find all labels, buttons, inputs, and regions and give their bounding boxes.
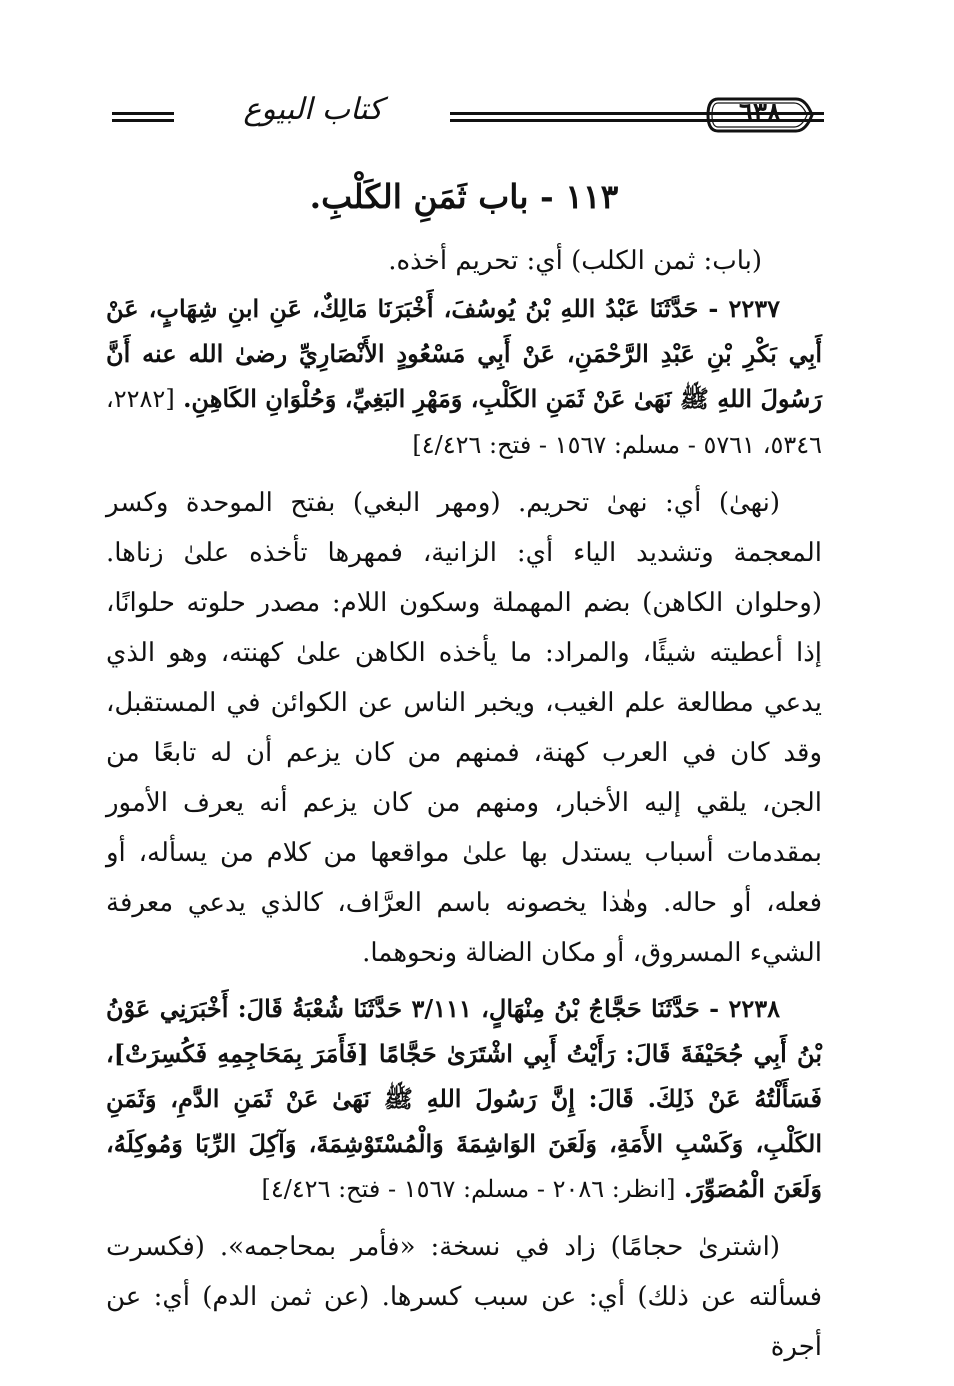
hadith-2238-reference: [انظر: ٢٠٨٦ - مسلم: ١٥٦٧ - فتح: ٤/٤٢٦] xyxy=(261,1175,676,1203)
hadith-2238 xyxy=(106,986,822,1212)
running-title: كتاب البيوع xyxy=(243,92,383,127)
hadith-2238-text: ٢٢٣٨ - حَدَّثَنَا حَجَّاجُ بْنُ مِنْهَالٍ، ٣/١١١ حَدَّثَنَا شُعْبَةُ قَالَ: أَخْبَرَنِي عَوْنُ بْنُ أَبِي جُحَيْفَةَ قَالَ: رَأَيْتُ أَبِي اشْتَرَىٰ حَجَّامًا [فَأَمَرَ بِمَحَاجِمِهِ فَكُسِرَتْ]، فَسَأَلْتُهُ عَنْ ذَلِكَ. قَالَ: إِنَّ رَسُولَ اللهِ ﷺ نَهَىٰ عَنْ ثَمَنِ الدَّمِ، وَثَمَنِ الكَلْبِ، وَكَسْبِ الأَمَةِ، وَلَعَنَ الوَاشِمَةَ وَالْمُسْتَوْشِمَةَ، وَآكِلَ الرِّبَا وَمُوكِلَهُ، وَلَعَنَ الْمُصَوِّرَ. xyxy=(106,994,822,1203)
commentary-2238-text: (اشترىٰ حجامًا) زاد في نسخة: «فأمر بمحاجمه». (فكسرت فسألته عن ذلك) أي: عن سبب كسرها. (عن ثمن الدم) أي: عن أجرة xyxy=(106,1232,822,1362)
chapter-intro: (باب: ثمن الكلب) أي: تحريم أخذه. xyxy=(388,246,762,276)
hadith-2237-reference: [٢٢٨٢، ٥٣٤٦، ٥٧٦١ - مسلم: ١٥٦٧ - فتح: ٤/٤٢٦] xyxy=(106,385,822,459)
commentary-2237 xyxy=(106,478,822,978)
commentary-2237-text: (نهىٰ) أي: نهىٰ تحريم. (ومهر البغي) بفتح الموحدة وكسر المعجمة وتشديد الياء أي: الزانية، فمهرها تأخذه علىٰ زناها. (وحلوان الكاهن) بضم المهملة وسكون اللام: مصدر حلوته حلوانًا، إذا أعطيته شيئًا، والمراد: ما يأخذه الكاهن علىٰ كهنته، وهو الذي يدعي مطالعة علم الغيب، ويخبر الناس عن الكوائن في المستقبل، وقد كان في العرب كهنة، فمنهم من كان يزعم أن له تابعًا من الجن، يلقي إليه الأخبار، ومنهم من كان يزعم أنه يعرف الأمور بمقدمات أسباب يستدل بها علىٰ مواقعها من كلام من يسأله، أو فعله، أو حاله. وهٰذا يخصونه باسم العرَّاف، كالذي يدعي معرفة الشيء المسروق، أو مكان الضالة ونحوهما. xyxy=(106,488,822,968)
header-rule-middle xyxy=(450,112,810,122)
commentary-2238 xyxy=(106,1222,822,1372)
header-rule-left xyxy=(112,112,174,122)
page-body xyxy=(106,174,822,1380)
chapter-title: ١١٣ - باب ثَمَنِ الكَلْبِ. xyxy=(309,177,619,216)
hadith-2237-text: ٢٢٣٧ - حَدَّثَنَا عَبْدُ اللهِ بْنُ يُوسُفَ، أَخْبَرَنَا مَالِكٌ، عَنِ ابنِ شِهَابٍ، عَنْ أَبِي بَكْرِ بْنِ عَبْدِ الرَّحْمَنِ، عَنْ أَبِي مَسْعُودٍ الأَنْصَارِيِّ رضىٰ الله عنه أَنَّ رَسُولَ اللهِ ﷺ نَهَىٰ عَنْ ثَمَنِ الكَلْبِ، وَمَهْرِ البَغِيِّ، وَحُلْوَانِ الكَاهِنِ. xyxy=(106,294,823,413)
running-header xyxy=(112,92,824,144)
hadith-2237 xyxy=(106,286,822,468)
page-number: ٦٣٨ xyxy=(739,98,781,128)
